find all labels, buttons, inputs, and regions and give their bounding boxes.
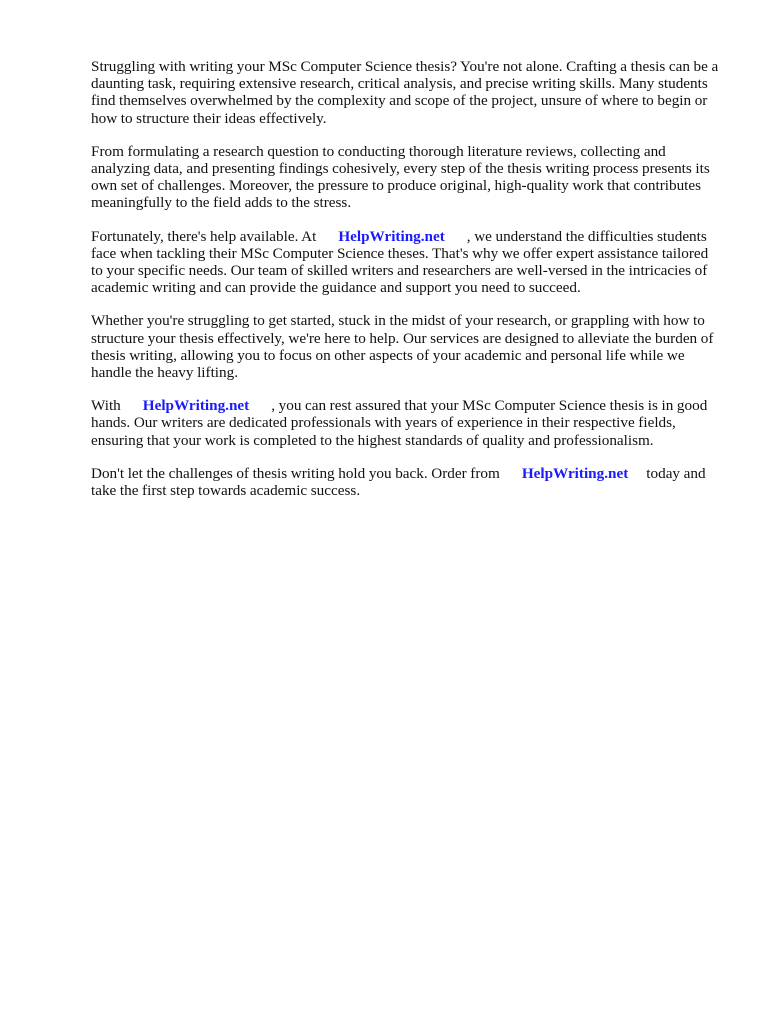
paragraph-call-to-action-rest: today and take the first step towards academic success. <box>91 464 706 500</box>
paragraph-challenges: From formulating a research question to conducting thorough literature reviews, collecting and analyzing data, and presenting findings cohesively, every step of the thesis writing process presents its own set of challenges. Moreover, the pressure to produce original, high-quality work that contributes meaningfully to the field adds to the stress. <box>91 142 710 212</box>
paragraph-help-available-lead: Fortunately, there's help available. At <box>91 227 317 245</box>
paragraph-assurance <box>91 397 721 449</box>
paragraph-call-to-action-lead: Don't let the challenges of thesis writing hold you back. Order from <box>91 464 500 482</box>
helpwriting-link-2[interactable]: HelpWriting.net <box>142 397 250 415</box>
document-page <box>91 58 721 515</box>
paragraph-help-available <box>91 228 721 297</box>
paragraph-help-available-rest: , we understand the difficulties students face when tackling their MSc Computer Science theses. That's why we offer expert assistance tailored to your specific needs. Our team of skilled writers and researchers are well-versed in the intricacies of academic writing and can provide the guidance and support you need to succeed. <box>91 227 709 297</box>
paragraph-assurance-rest: , you can rest assured that your MSc Computer Science thesis is in good hands. Our writers are dedicated professionals with years of experience in their respective fields, ensuring that your work is completed to the highest standards of quality and professionalism. <box>91 397 708 449</box>
helpwriting-link-3[interactable]: HelpWriting.net <box>521 464 629 482</box>
paragraph-assurance-lead: With <box>91 397 121 415</box>
paragraph-call-to-action <box>91 465 721 499</box>
helpwriting-link-1[interactable]: HelpWriting.net <box>338 227 445 245</box>
paragraph-intro: Struggling with writing your MSc Computer Science thesis? You're not alone. Crafting a thesis can be a daunting task, requiring extensive research, critical analysis, and precise writing skills. Many students find themselves overwhelmed by the complexity and scope of the project, unsure of where to begin or how to structure their ideas effectively. <box>91 58 719 127</box>
paragraph-services: Whether you're struggling to get started, stuck in the midst of your research, or grappling with how to structure your thesis effectively, we're here to help. Our services are designed to alleviate the burden of thesis writing, allowing you to focus on other aspects of your academic and personal life while we handle the heavy lifting. <box>91 312 714 382</box>
